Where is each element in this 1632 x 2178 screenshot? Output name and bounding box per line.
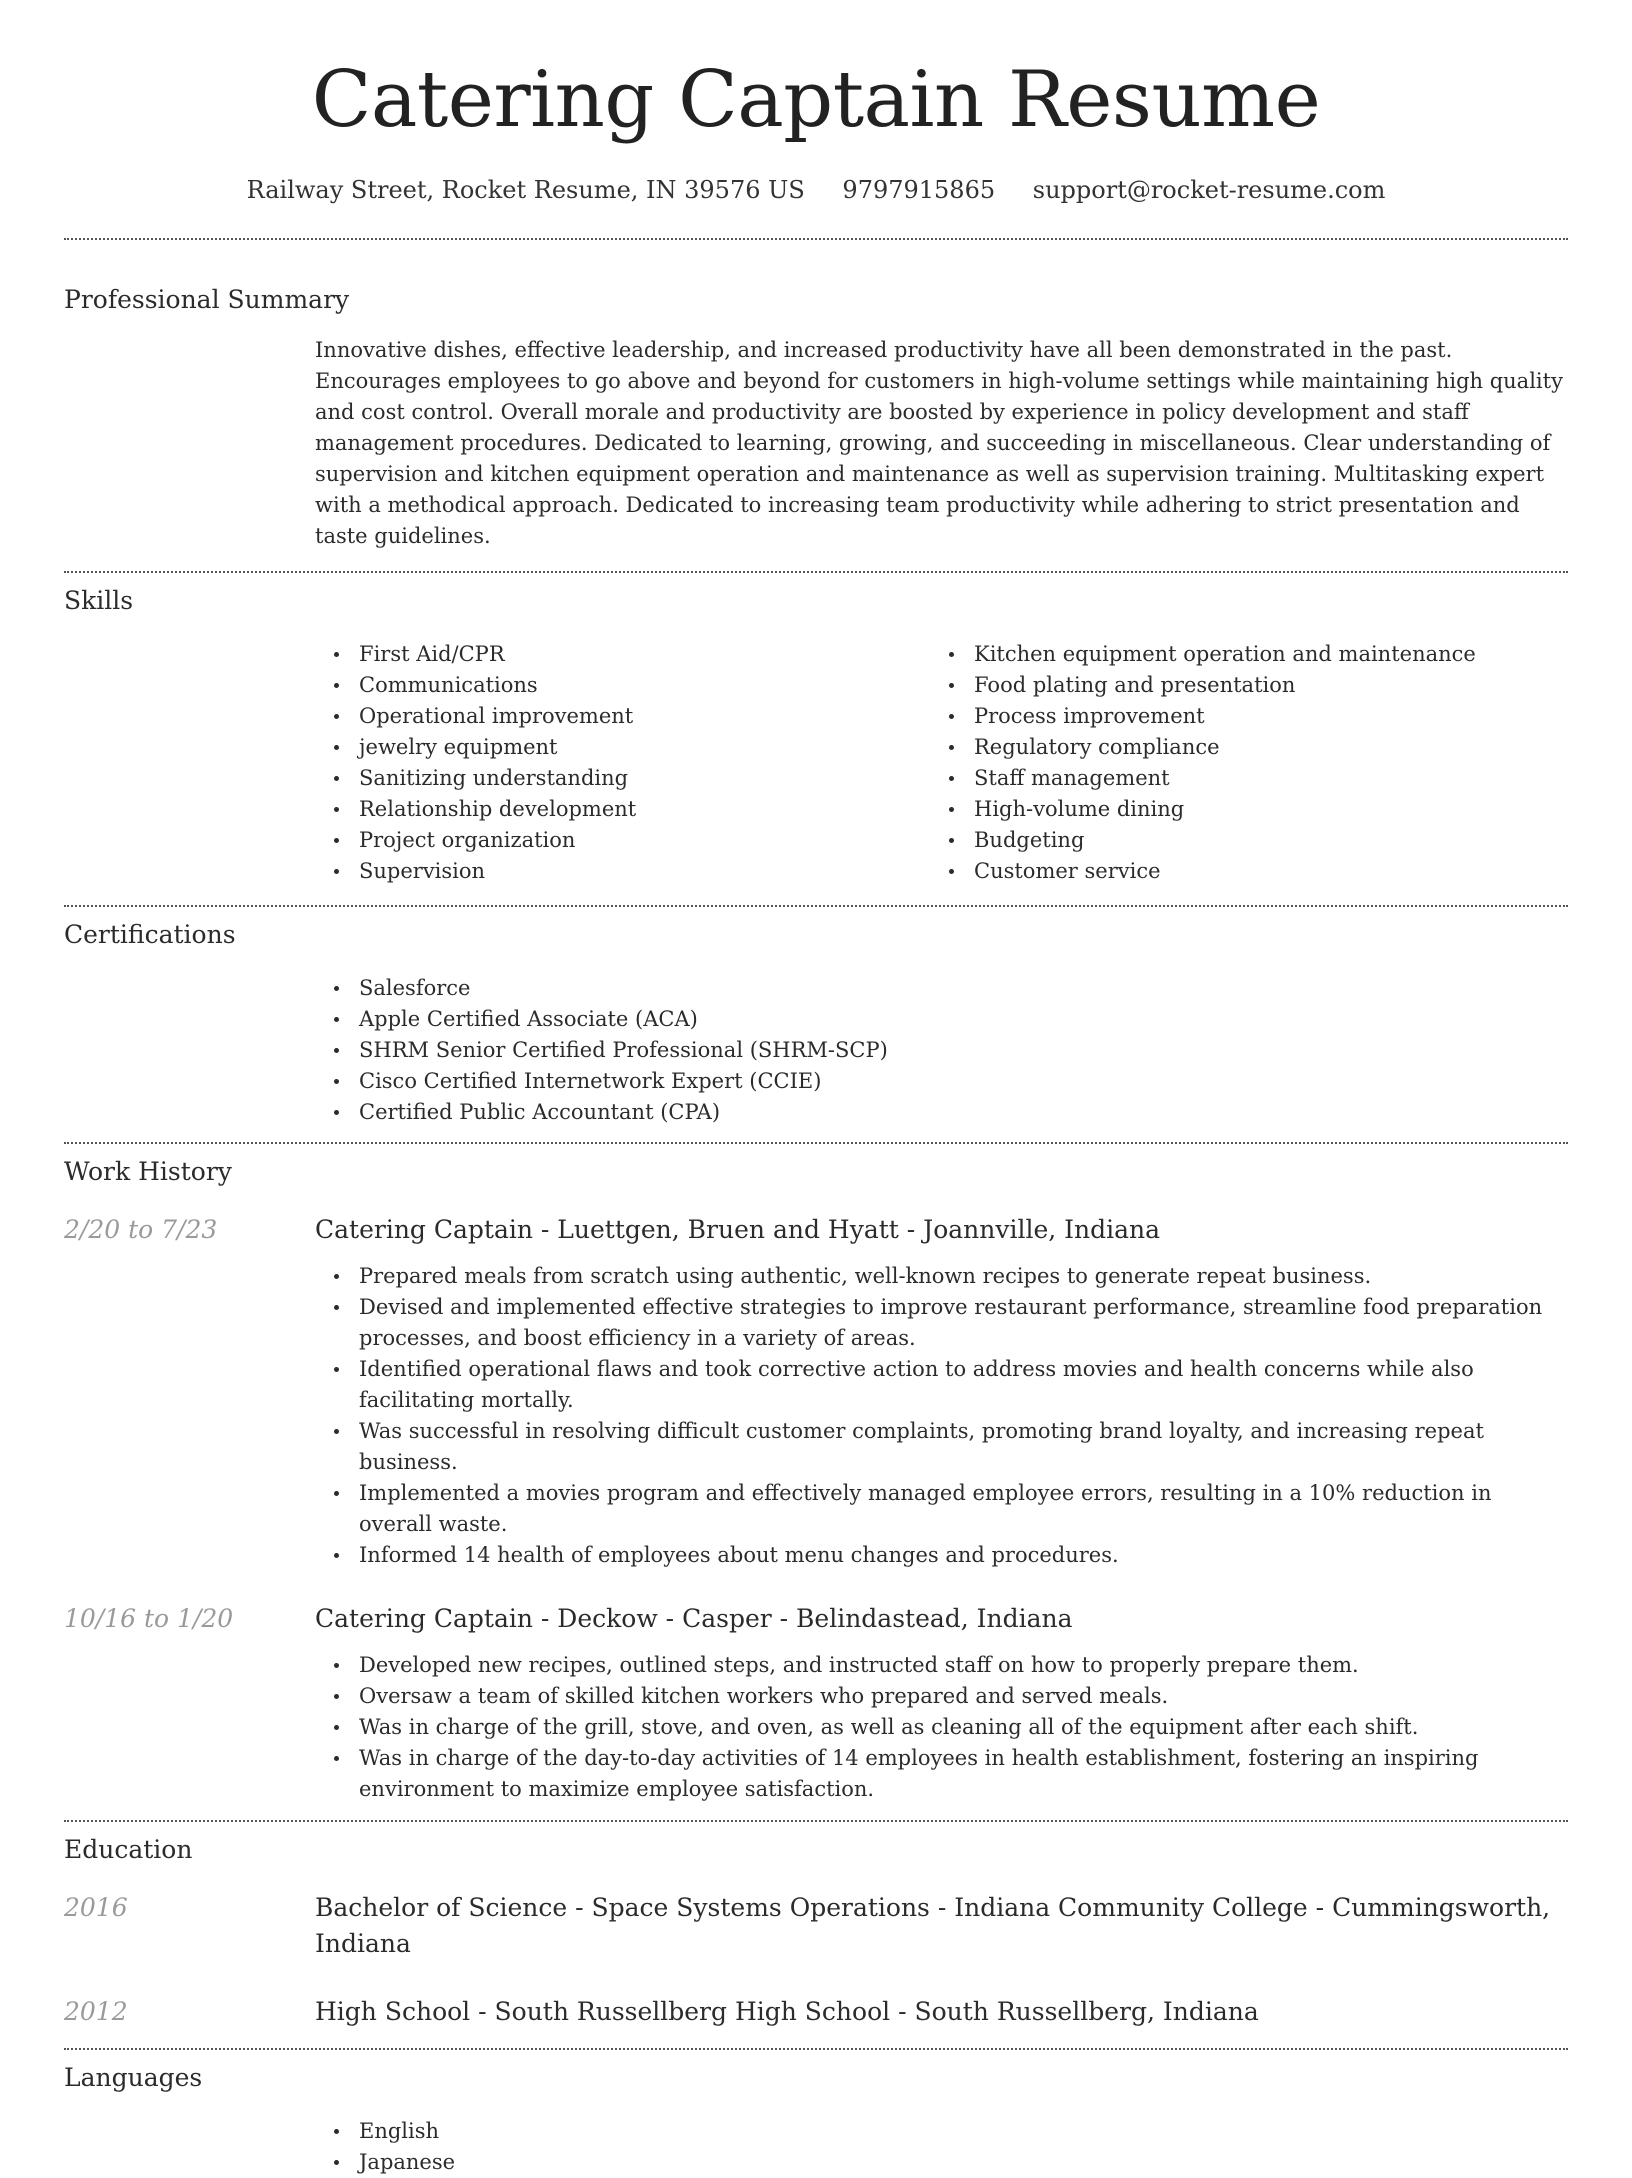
divider [64,238,1568,240]
certifications-section [64,917,1568,1128]
education-title: Bachelor of Science - Space Systems Operations - Indiana Community College - Cummingsworth, Indiana [315,1893,1551,1958]
education-title: High School - South Russellberg High School - South Russellberg, Indiana [315,1997,1259,2026]
job-bullet: Oversaw a team of skilled kitchen workers who prepared and served meals. [359,1681,1568,1712]
skills-section [64,583,1568,887]
job-bullets [315,1261,1568,1571]
skill-item: Supervision [359,856,930,887]
skill-item: jewelry equipment [359,732,930,763]
language-item: English [359,2116,1568,2147]
section-heading-skills: Skills [64,586,134,615]
skill-item: Budgeting [974,825,1545,856]
section-heading-work-history: Work History [64,1157,232,1186]
resume-title: Catering Captain Resume [311,55,1321,145]
education-entry [64,1994,1568,2030]
divider [64,1820,1568,1822]
education-year: 2016 [64,1893,128,1922]
skills-column-right [930,639,1545,887]
skill-item: Relationship development [359,794,930,825]
skills-column-left [315,639,930,887]
language-item: Japanese [359,2147,1568,2178]
job-title: Catering Captain - Luettgen, Bruen and Hyatt - Joannville, Indiana [315,1215,1161,1244]
job-dates: 10/16 to 1/20 [64,1604,234,1633]
divider [64,1142,1568,1144]
certification-item: Salesforce [359,973,1568,1004]
resume-page [64,0,1568,2178]
skill-item: Communications [359,670,930,701]
job-title: Catering Captain - Deckow - Casper - Belindastead, Indiana [315,1604,1073,1633]
divider [64,571,1568,573]
languages-list [315,2116,1568,2178]
job-bullets [315,1650,1568,1805]
work-history-section [64,1154,1568,1805]
skill-item: Sanitizing understanding [359,763,930,794]
divider [64,2048,1568,2050]
skill-item: High-volume dining [974,794,1545,825]
job-bullet: Identified operational flaws and took corrective action to address movies and health concerns while also facilitating mortally. [359,1354,1568,1416]
job-bullet: Informed 14 health of employees about menu changes and procedures. [359,1540,1568,1571]
summary-section [64,282,1568,552]
certifications-list [315,973,1568,1128]
contact-address: Railway Street, Rocket Resume, IN 39576 US [246,176,805,204]
job-bullet: Implemented a movies program and effectively managed employee errors, resulting in a 10% reduction in overall waste. [359,1478,1568,1540]
certification-item: Apple Certified Associate (ACA) [359,1004,1568,1035]
skill-item: Regulatory compliance [974,732,1545,763]
contact-phone: 9797915865 [842,176,996,204]
skill-item: Staff management [974,763,1545,794]
certification-item: Certified Public Accountant (CPA) [359,1097,1568,1128]
skill-item: Project organization [359,825,930,856]
certification-item: SHRM Senior Certified Professional (SHRM-SCP) [359,1035,1568,1066]
section-heading-languages: Languages [64,2063,203,2092]
job-bullet: Prepared meals from scratch using authentic, well-known recipes to generate repeat business. [359,1261,1568,1292]
contact-email: support@rocket-resume.com [1032,176,1386,204]
job-entry [64,1601,1568,1805]
job-dates: 2/20 to 7/23 [64,1215,218,1244]
job-bullet: Devised and implemented effective strategies to improve restaurant performance, streamline food preparation processes, and boost efficiency in a variety of areas. [359,1292,1568,1354]
education-section [64,1832,1568,2030]
job-bullet: Was in charge of the grill, stove, and oven, as well as cleaning all of the equipment after each shift. [359,1712,1568,1743]
skill-item: Process improvement [974,701,1545,732]
job-bullet: Was in charge of the day-to-day activities of 14 employees in health establishment, fostering an inspiring environment to maximize employee satisfaction. [359,1743,1568,1805]
contact-line [64,174,1568,206]
section-heading-education: Education [64,1835,193,1864]
section-heading-summary: Professional Summary [64,285,350,314]
skill-item: Operational improvement [359,701,930,732]
skill-item: First Aid/CPR [359,639,930,670]
skills-grid [315,639,1568,887]
divider [64,905,1568,907]
job-bullet: Developed new recipes, outlined steps, and instructed staff on how to properly prepare them. [359,1650,1568,1681]
job-entry [64,1212,1568,1571]
skill-item: Customer service [974,856,1545,887]
summary-text: Innovative dishes, effective leadership, and increased productivity have all been demonstrated in the past. Encourages employees to go above and beyond for customers in high-volume settings while maintaining high quality and cost control. Overall morale and productivity are boosted by experience in policy development and staff management procedures. Dedicated to learning, growing, and succeeding in miscellaneous. Clear understanding of supervision and kitchen equipment operation and maintenance as well as supervision training. Multitasking expert with a methodical approach. Dedicated to increasing team productivity while adhering to strict presentation and taste guidelines. [315,338,1563,548]
skill-item: Kitchen equipment operation and maintenance [974,639,1545,670]
section-heading-certifications: Certifications [64,920,236,949]
education-year: 2012 [64,1997,128,2026]
certification-item: Cisco Certified Internetwork Expert (CCIE) [359,1066,1568,1097]
job-bullet: Was successful in resolving difficult customer complaints, promoting brand loyalty, and increasing repeat business. [359,1416,1568,1478]
education-entry [64,1890,1568,1962]
skill-item: Food plating and presentation [974,670,1545,701]
languages-section [64,2060,1568,2178]
